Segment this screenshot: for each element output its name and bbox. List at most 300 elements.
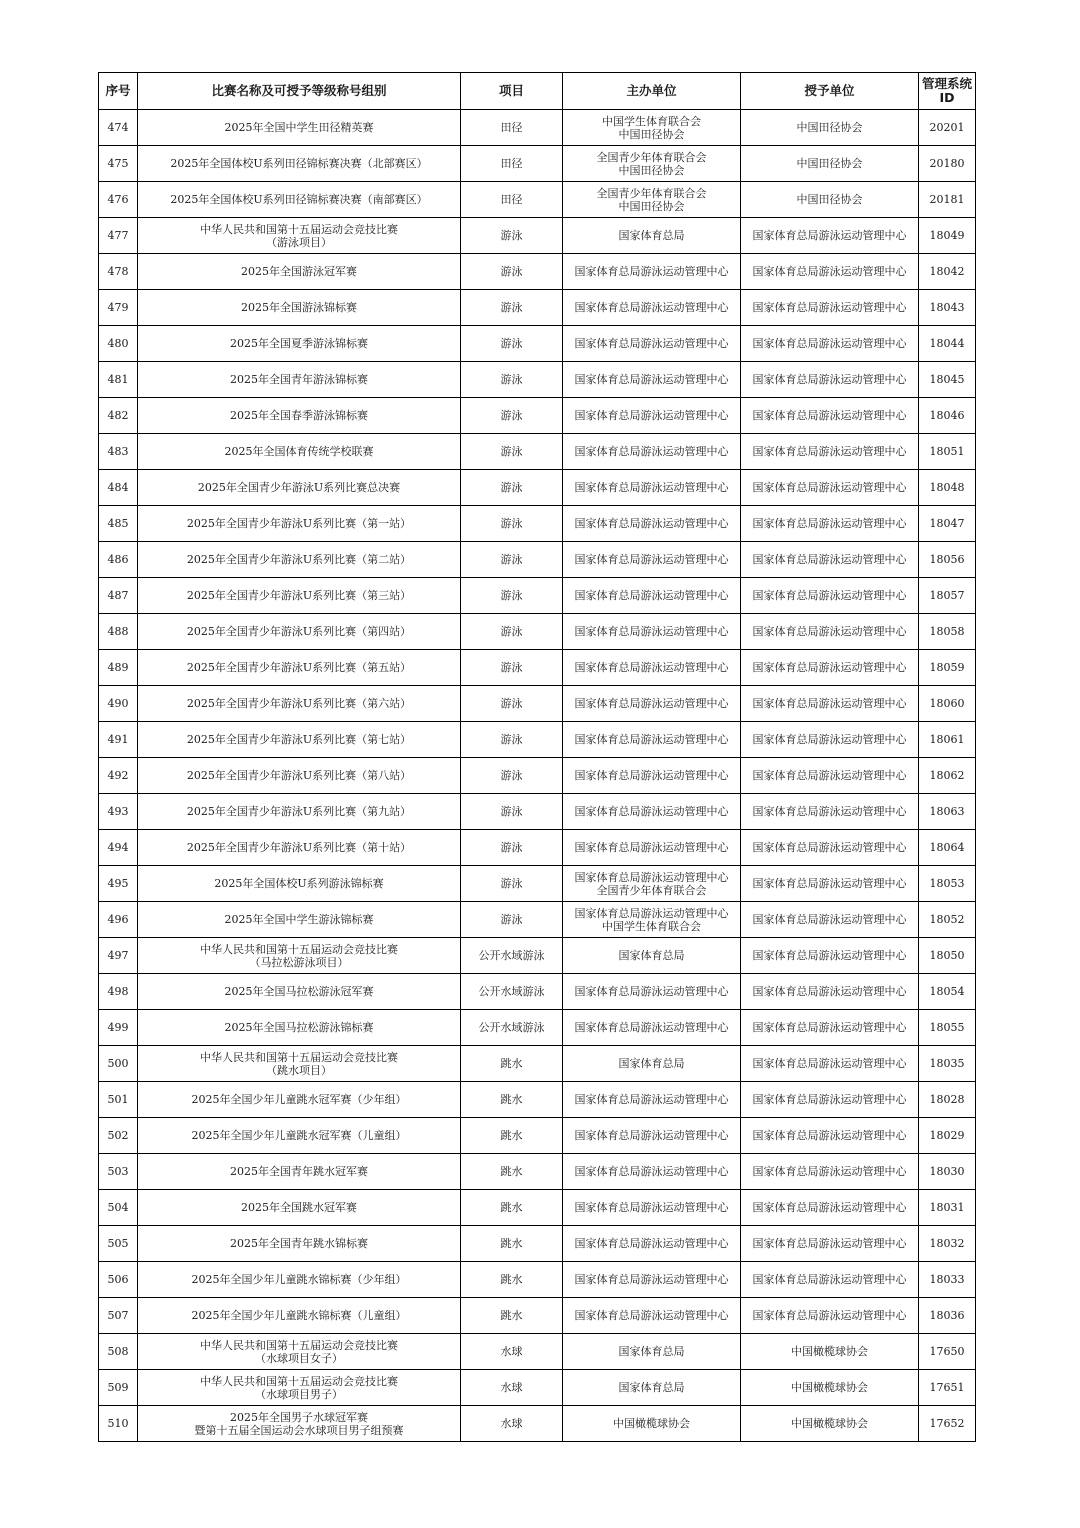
table-row [99, 1046, 976, 1082]
cell-serial-number: 506 [99, 1262, 138, 1298]
cell-sport: 游泳 [461, 398, 563, 434]
cell-competition-name-line: 2025年全国青少年游泳U系列比赛（第四站） [186, 625, 412, 638]
cell-serial-number: 478 [99, 254, 138, 290]
cell-host-organization [563, 1154, 741, 1190]
cell-host-organization [563, 1370, 741, 1406]
cell-serial-number: 484 [99, 470, 138, 506]
cell-host-organization-line: 国家体育总局游泳运动管理中心 [574, 906, 729, 920]
cell-granting-organization: 中国田径协会 [741, 146, 919, 182]
cell-granting-organization: 国家体育总局游泳运动管理中心 [741, 398, 919, 434]
cell-competition-name-line: 2025年全国青少年游泳U系列比赛（第五站） [186, 661, 412, 674]
cell-serial-number: 495 [99, 866, 138, 902]
cell-system-id: 18056 [919, 542, 976, 578]
cell-serial-number: 504 [99, 1190, 138, 1226]
cell-host-organization [563, 470, 741, 506]
cell-sport: 游泳 [461, 758, 563, 794]
table-row [99, 290, 976, 326]
cell-sport: 跳水 [461, 1118, 563, 1154]
cell-host-organization-line: 国家体育总局游泳运动管理中心 [574, 625, 729, 638]
cell-competition-name-line: （水球项目男子） [255, 1387, 343, 1401]
cell-serial-number: 480 [99, 326, 138, 362]
cell-system-id: 18060 [919, 686, 976, 722]
cell-serial-number: 487 [99, 578, 138, 614]
cell-host-organization-line: 国家体育总局游泳运动管理中心 [574, 301, 729, 314]
cell-granting-organization: 国家体育总局游泳运动管理中心 [741, 1010, 919, 1046]
cell-host-organization-line: 国家体育总局游泳运动管理中心 [574, 1093, 729, 1106]
cell-serial-number: 479 [99, 290, 138, 326]
cell-serial-number: 498 [99, 974, 138, 1010]
cell-competition-name-line: 2025年全国青少年游泳U系列比赛（第三站） [186, 589, 412, 602]
cell-granting-organization: 中国田径协会 [741, 110, 919, 146]
table-row [99, 1010, 976, 1046]
cell-host-organization-line: 国家体育总局游泳运动管理中心 [574, 985, 729, 998]
cell-host-organization-line: 国家体育总局游泳运动管理中心 [574, 661, 729, 674]
table-row [99, 506, 976, 542]
cell-host-organization-line: 国家体育总局游泳运动管理中心 [574, 805, 729, 818]
cell-competition-name [138, 650, 461, 686]
cell-host-organization [563, 938, 741, 974]
cell-serial-number: 491 [99, 722, 138, 758]
cell-competition-name-line: （跳水项目） [266, 1063, 332, 1077]
cell-host-organization-line: 国家体育总局 [618, 949, 685, 962]
cell-competition-name-line: 2025年全国青年跳水锦标赛 [230, 1237, 368, 1250]
cell-serial-number: 496 [99, 902, 138, 938]
cell-competition-name-line: 2025年全国游泳锦标赛 [241, 301, 357, 314]
table-row [99, 254, 976, 290]
cell-host-organization [563, 1118, 741, 1154]
cell-granting-organization: 国家体育总局游泳运动管理中心 [741, 326, 919, 362]
cell-competition-name-line: 2025年全国青少年游泳U系列比赛（第十站） [186, 841, 412, 854]
cell-granting-organization: 国家体育总局游泳运动管理中心 [741, 506, 919, 542]
cell-granting-organization: 国家体育总局游泳运动管理中心 [741, 578, 919, 614]
cell-host-organization-line: 中国橄榄球协会 [613, 1417, 690, 1430]
cell-competition-name [138, 1262, 461, 1298]
cell-system-id: 18059 [919, 650, 976, 686]
cell-system-id: 18033 [919, 1262, 976, 1298]
cell-host-organization-line: 国家体育总局游泳运动管理中心 [574, 481, 729, 494]
cell-competition-name-line: 中华人民共和国第十五届运动会竞技比赛 [200, 1338, 398, 1352]
table-row [99, 434, 976, 470]
cell-granting-organization: 国家体育总局游泳运动管理中心 [741, 866, 919, 902]
cell-host-organization-line: 国家体育总局游泳运动管理中心 [574, 409, 729, 422]
cell-system-id: 18054 [919, 974, 976, 1010]
cell-competition-name [138, 578, 461, 614]
cell-sport: 水球 [461, 1370, 563, 1406]
cell-competition-name-line: 2025年全国体校U系列游泳锦标赛 [214, 877, 384, 890]
table-row [99, 1406, 976, 1442]
cell-competition-name [138, 146, 461, 182]
cell-competition-name [138, 434, 461, 470]
cell-competition-name-line: 2025年全国青少年游泳U系列比赛总决赛 [197, 481, 401, 494]
cell-system-id: 18036 [919, 1298, 976, 1334]
cell-system-id: 18030 [919, 1154, 976, 1190]
header-competition-name: 比赛名称及可授予等级称号组别 [138, 73, 461, 110]
cell-granting-organization: 国家体育总局游泳运动管理中心 [741, 1046, 919, 1082]
cell-host-organization [563, 1262, 741, 1298]
cell-granting-organization: 国家体育总局游泳运动管理中心 [741, 1118, 919, 1154]
cell-serial-number: 505 [99, 1226, 138, 1262]
cell-host-organization-line: 中国学生体育联合会 [602, 919, 701, 933]
cell-competition-name [138, 326, 461, 362]
cell-host-organization [563, 758, 741, 794]
cell-host-organization [563, 1406, 741, 1442]
cell-competition-name [138, 254, 461, 290]
cell-serial-number: 509 [99, 1370, 138, 1406]
cell-system-id: 18028 [919, 1082, 976, 1118]
cell-sport: 水球 [461, 1334, 563, 1370]
cell-sport: 跳水 [461, 1082, 563, 1118]
cell-sport: 游泳 [461, 650, 563, 686]
cell-competition-name [138, 758, 461, 794]
cell-host-organization-line: 国家体育总局游泳运动管理中心 [574, 265, 729, 278]
cell-granting-organization: 国家体育总局游泳运动管理中心 [741, 722, 919, 758]
cell-system-id: 20180 [919, 146, 976, 182]
cell-competition-name-line: 中华人民共和国第十五届运动会竞技比赛 [200, 1374, 398, 1388]
cell-competition-name [138, 1190, 461, 1226]
cell-system-id: 18042 [919, 254, 976, 290]
cell-competition-name [138, 1406, 461, 1442]
cell-competition-name-line: 2025年全国青少年游泳U系列比赛（第六站） [186, 697, 412, 710]
cell-host-organization [563, 326, 741, 362]
cell-competition-name [138, 794, 461, 830]
cell-system-id: 17650 [919, 1334, 976, 1370]
cell-system-id: 18051 [919, 434, 976, 470]
cell-host-organization [563, 218, 741, 254]
cell-host-organization [563, 974, 741, 1010]
cell-competition-name-line: 中华人民共和国第十五届运动会竞技比赛 [200, 1050, 398, 1064]
cell-system-id: 18055 [919, 1010, 976, 1046]
cell-sport: 游泳 [461, 254, 563, 290]
header-sport: 项目 [461, 73, 563, 110]
cell-system-id: 18035 [919, 1046, 976, 1082]
cell-competition-name-line: 2025年全国少年儿童跳水锦标赛（儿童组） [191, 1309, 407, 1322]
cell-host-organization-line: 国家体育总局游泳运动管理中心 [574, 1165, 729, 1178]
cell-competition-name-line: 2025年全国青少年游泳U系列比赛（第七站） [186, 733, 412, 746]
table-body [99, 110, 976, 1442]
cell-host-organization-line: 中国田径协会 [618, 199, 685, 213]
cell-system-id: 18048 [919, 470, 976, 506]
cell-serial-number: 503 [99, 1154, 138, 1190]
cell-granting-organization: 国家体育总局游泳运动管理中心 [741, 686, 919, 722]
cell-serial-number: 508 [99, 1334, 138, 1370]
cell-sport: 游泳 [461, 722, 563, 758]
cell-sport: 游泳 [461, 686, 563, 722]
cell-host-organization-line: 国家体育总局游泳运动管理中心 [574, 337, 729, 350]
cell-host-organization [563, 398, 741, 434]
cell-serial-number: 492 [99, 758, 138, 794]
cell-sport: 游泳 [461, 290, 563, 326]
cell-serial-number: 501 [99, 1082, 138, 1118]
table-row [99, 398, 976, 434]
cell-host-organization-line: 国家体育总局游泳运动管理中心 [574, 1201, 729, 1214]
cell-sport: 跳水 [461, 1298, 563, 1334]
cell-system-id: 17651 [919, 1370, 976, 1406]
cell-competition-name [138, 1226, 461, 1262]
cell-competition-name [138, 1118, 461, 1154]
cell-sport: 田径 [461, 146, 563, 182]
cell-sport: 游泳 [461, 470, 563, 506]
cell-granting-organization: 国家体育总局游泳运动管理中心 [741, 470, 919, 506]
cell-serial-number: 483 [99, 434, 138, 470]
cell-serial-number: 488 [99, 614, 138, 650]
cell-sport: 游泳 [461, 362, 563, 398]
table-row [99, 866, 976, 902]
cell-system-id: 18064 [919, 830, 976, 866]
cell-sport: 跳水 [461, 1226, 563, 1262]
cell-competition-name-line: 中华人民共和国第十五届运动会竞技比赛 [200, 942, 398, 956]
cell-competition-name [138, 542, 461, 578]
cell-host-organization [563, 1334, 741, 1370]
cell-sport: 跳水 [461, 1154, 563, 1190]
cell-competition-name-line: （游泳项目） [266, 235, 332, 249]
cell-competition-name-line: 2025年全国跳水冠军赛 [241, 1201, 357, 1214]
cell-host-organization [563, 254, 741, 290]
cell-sport: 公开水域游泳 [461, 974, 563, 1010]
cell-competition-name [138, 1370, 461, 1406]
cell-competition-name-line: 2025年全国青年游泳锦标赛 [230, 373, 368, 386]
cell-competition-name-line: 2025年全国青少年游泳U系列比赛（第一站） [186, 517, 412, 530]
cell-granting-organization: 中国橄榄球协会 [741, 1334, 919, 1370]
cell-granting-organization: 国家体育总局游泳运动管理中心 [741, 650, 919, 686]
cell-serial-number: 476 [99, 182, 138, 218]
cell-sport: 游泳 [461, 542, 563, 578]
cell-competition-name [138, 902, 461, 938]
cell-competition-name [138, 614, 461, 650]
cell-sport: 跳水 [461, 1262, 563, 1298]
cell-competition-name-line: 2025年全国少年儿童跳水冠军赛（少年组） [191, 1093, 407, 1106]
cell-host-organization [563, 794, 741, 830]
table-row [99, 1190, 976, 1226]
cell-host-organization-line: 国家体育总局游泳运动管理中心 [574, 1021, 729, 1034]
table-row [99, 1226, 976, 1262]
cell-host-organization [563, 110, 741, 146]
cell-granting-organization: 国家体育总局游泳运动管理中心 [741, 290, 919, 326]
table-row [99, 794, 976, 830]
cell-competition-name-line: 暨第十五届全国运动会水球项目男子组预赛 [194, 1423, 404, 1437]
table-row [99, 938, 976, 974]
cell-competition-name [138, 362, 461, 398]
cell-competition-name-line: 2025年全国青少年游泳U系列比赛（第八站） [186, 769, 412, 782]
table-row [99, 902, 976, 938]
cell-competition-name-line: 2025年全国马拉松游泳冠军赛 [224, 985, 374, 998]
cell-sport: 游泳 [461, 326, 563, 362]
cell-granting-organization: 国家体育总局游泳运动管理中心 [741, 434, 919, 470]
cell-serial-number: 485 [99, 506, 138, 542]
cell-host-organization-line: 国家体育总局 [618, 1345, 685, 1358]
cell-host-organization [563, 542, 741, 578]
cell-host-organization [563, 434, 741, 470]
competition-table [98, 72, 976, 1442]
cell-competition-name [138, 182, 461, 218]
cell-granting-organization: 国家体育总局游泳运动管理中心 [741, 1298, 919, 1334]
cell-granting-organization: 国家体育总局游泳运动管理中心 [741, 614, 919, 650]
table-row [99, 1262, 976, 1298]
cell-host-organization [563, 362, 741, 398]
table-row [99, 362, 976, 398]
table-row [99, 146, 976, 182]
table-row [99, 326, 976, 362]
cell-competition-name [138, 1010, 461, 1046]
cell-system-id: 18032 [919, 1226, 976, 1262]
cell-host-organization [563, 1082, 741, 1118]
cell-competition-name-line: 2025年全国马拉松游泳锦标赛 [224, 1021, 374, 1034]
cell-system-id: 18044 [919, 326, 976, 362]
cell-host-organization [563, 578, 741, 614]
cell-host-organization [563, 290, 741, 326]
cell-host-organization [563, 902, 741, 938]
cell-system-id: 18052 [919, 902, 976, 938]
table-row [99, 1334, 976, 1370]
cell-sport: 游泳 [461, 902, 563, 938]
table-row [99, 182, 976, 218]
cell-competition-name-line: 2025年全国中学生游泳锦标赛 [224, 913, 374, 926]
cell-host-organization-line: 中国田径协会 [618, 163, 685, 177]
table-row [99, 218, 976, 254]
cell-granting-organization: 国家体育总局游泳运动管理中心 [741, 218, 919, 254]
cell-granting-organization: 中国橄榄球协会 [741, 1370, 919, 1406]
cell-competition-name-line: 2025年全国体校U系列田径锦标赛决赛（南部赛区） [170, 193, 428, 206]
cell-host-organization-line: 国家体育总局游泳运动管理中心 [574, 517, 729, 530]
cell-serial-number: 494 [99, 830, 138, 866]
cell-system-id: 17652 [919, 1406, 976, 1442]
table-row [99, 722, 976, 758]
table-row [99, 614, 976, 650]
table-row [99, 542, 976, 578]
cell-host-organization [563, 1226, 741, 1262]
cell-granting-organization: 中国橄榄球协会 [741, 1406, 919, 1442]
cell-competition-name [138, 974, 461, 1010]
cell-system-id: 18062 [919, 758, 976, 794]
cell-sport: 游泳 [461, 614, 563, 650]
cell-system-id: 18031 [919, 1190, 976, 1226]
cell-sport: 游泳 [461, 578, 563, 614]
cell-system-id: 18029 [919, 1118, 976, 1154]
cell-granting-organization: 国家体育总局游泳运动管理中心 [741, 974, 919, 1010]
cell-sport: 游泳 [461, 830, 563, 866]
table-row [99, 578, 976, 614]
cell-competition-name [138, 506, 461, 542]
table-row [99, 470, 976, 506]
cell-competition-name [138, 290, 461, 326]
cell-serial-number: 493 [99, 794, 138, 830]
cell-competition-name-line: （马拉松游泳项目） [249, 955, 349, 969]
cell-host-organization-line: 国家体育总局游泳运动管理中心 [574, 697, 729, 710]
table-row [99, 974, 976, 1010]
cell-serial-number: 477 [99, 218, 138, 254]
cell-competition-name [138, 1154, 461, 1190]
cell-sport: 跳水 [461, 1046, 563, 1082]
cell-host-organization [563, 722, 741, 758]
cell-competition-name-line: 中华人民共和国第十五届运动会竞技比赛 [200, 222, 398, 236]
cell-serial-number: 500 [99, 1046, 138, 1082]
cell-host-organization [563, 866, 741, 902]
table-row [99, 110, 976, 146]
cell-competition-name-line: 2025年全国体校U系列田径锦标赛决赛（北部赛区） [170, 157, 428, 170]
cell-system-id: 18045 [919, 362, 976, 398]
cell-competition-name-line: 2025年全国春季游泳锦标赛 [230, 409, 368, 422]
cell-competition-name [138, 938, 461, 974]
cell-host-organization [563, 1046, 741, 1082]
cell-host-organization-line: 国家体育总局游泳运动管理中心 [574, 589, 729, 602]
cell-competition-name-line: 2025年全国游泳冠军赛 [241, 265, 357, 278]
cell-host-organization [563, 1298, 741, 1334]
cell-serial-number: 497 [99, 938, 138, 974]
cell-host-organization-line: 国家体育总局 [618, 1057, 685, 1070]
cell-granting-organization: 国家体育总局游泳运动管理中心 [741, 362, 919, 398]
cell-competition-name-line: 2025年全国青少年游泳U系列比赛（第九站） [186, 805, 412, 818]
cell-competition-name [138, 866, 461, 902]
table-row [99, 650, 976, 686]
table-row [99, 830, 976, 866]
cell-serial-number: 482 [99, 398, 138, 434]
header-granting-organization: 授予单位 [741, 73, 919, 110]
cell-host-organization-line: 中国田径协会 [618, 127, 685, 141]
cell-system-id: 20181 [919, 182, 976, 218]
cell-competition-name-line: 2025年全国青年跳水冠军赛 [230, 1165, 368, 1178]
cell-serial-number: 489 [99, 650, 138, 686]
cell-system-id: 18047 [919, 506, 976, 542]
table-row [99, 686, 976, 722]
cell-granting-organization: 国家体育总局游泳运动管理中心 [741, 1082, 919, 1118]
cell-host-organization [563, 614, 741, 650]
cell-competition-name [138, 686, 461, 722]
cell-granting-organization: 国家体育总局游泳运动管理中心 [741, 902, 919, 938]
cell-sport: 田径 [461, 182, 563, 218]
header-system-id: 管理系统ID [919, 73, 976, 110]
cell-competition-name-line: 2025年全国体育传统学校联赛 [224, 445, 374, 458]
cell-granting-organization: 国家体育总局游泳运动管理中心 [741, 254, 919, 290]
cell-sport: 公开水域游泳 [461, 1010, 563, 1046]
cell-serial-number: 490 [99, 686, 138, 722]
cell-granting-organization: 国家体育总局游泳运动管理中心 [741, 1262, 919, 1298]
cell-host-organization [563, 686, 741, 722]
cell-host-organization-line: 国家体育总局游泳运动管理中心 [574, 1237, 729, 1250]
cell-sport: 水球 [461, 1406, 563, 1442]
cell-competition-name-line: 2025年全国中学生田径精英赛 [224, 121, 374, 134]
cell-system-id: 18061 [919, 722, 976, 758]
cell-serial-number: 486 [99, 542, 138, 578]
cell-serial-number: 502 [99, 1118, 138, 1154]
cell-host-organization-line: 国家体育总局游泳运动管理中心 [574, 870, 729, 884]
cell-granting-organization: 国家体育总局游泳运动管理中心 [741, 1190, 919, 1226]
cell-granting-organization: 国家体育总局游泳运动管理中心 [741, 794, 919, 830]
cell-system-id: 18058 [919, 614, 976, 650]
cell-host-organization-line: 国家体育总局游泳运动管理中心 [574, 1129, 729, 1142]
cell-granting-organization: 国家体育总局游泳运动管理中心 [741, 1226, 919, 1262]
cell-granting-organization: 国家体育总局游泳运动管理中心 [741, 830, 919, 866]
cell-sport: 公开水域游泳 [461, 938, 563, 974]
cell-sport: 游泳 [461, 794, 563, 830]
header-serial-number: 序号 [99, 73, 138, 110]
cell-system-id: 18043 [919, 290, 976, 326]
cell-system-id: 18046 [919, 398, 976, 434]
cell-competition-name [138, 218, 461, 254]
cell-system-id: 18053 [919, 866, 976, 902]
cell-serial-number: 499 [99, 1010, 138, 1046]
cell-host-organization [563, 506, 741, 542]
cell-system-id: 18049 [919, 218, 976, 254]
cell-host-organization [563, 146, 741, 182]
cell-competition-name-line: 2025年全国夏季游泳锦标赛 [230, 337, 368, 350]
table-row [99, 1082, 976, 1118]
cell-host-organization [563, 830, 741, 866]
table-row [99, 1298, 976, 1334]
cell-competition-name [138, 398, 461, 434]
table-row [99, 1370, 976, 1406]
cell-system-id: 18057 [919, 578, 976, 614]
cell-granting-organization: 国家体育总局游泳运动管理中心 [741, 938, 919, 974]
cell-host-organization-line: 中国学生体育联合会 [602, 114, 701, 128]
